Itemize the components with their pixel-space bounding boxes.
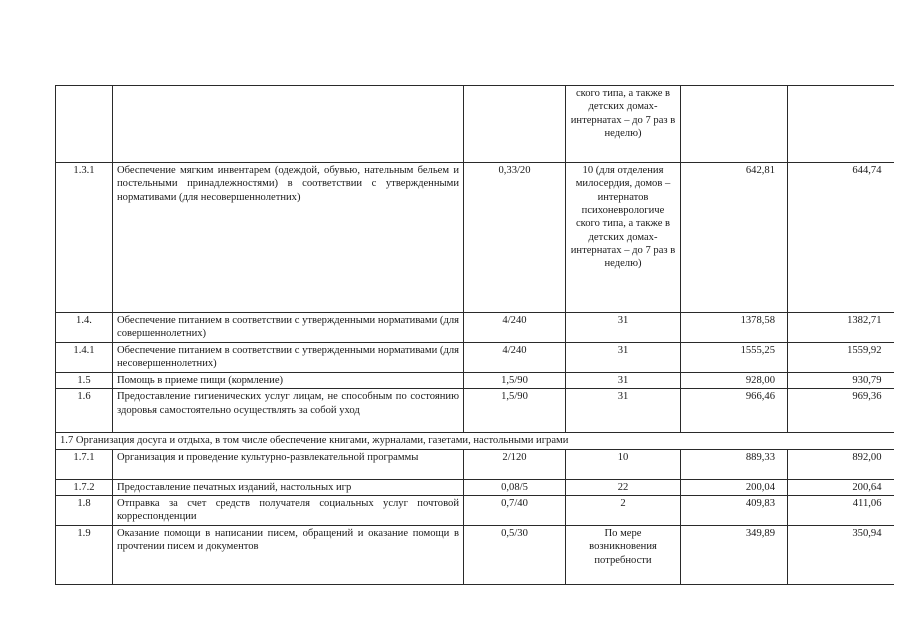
service-number: 1.4.1 [56, 343, 113, 373]
service-frequency: 10 (для отделения милосердия, домов – интернатов психоневрологиче ского типа, а также в детских домах-интернатах – до 7 раз в неделю) [566, 163, 681, 313]
service-number: 1.3.1 [56, 163, 113, 313]
service-time: 0,08/5 [464, 479, 566, 495]
service-price: 349,89 [681, 526, 788, 585]
service-price-indexed: 1559,92 [788, 343, 894, 373]
service-number [56, 86, 113, 163]
service-time: 0,5/30 [464, 526, 566, 585]
service-number: 1.6 [56, 389, 113, 433]
table-row [56, 389, 894, 433]
service-number: 1.7.1 [56, 449, 113, 479]
service-time: 1,5/90 [464, 373, 566, 389]
service-name: Предоставление гигиенических услуг лицам, не способным по состоянию здоровья самостоятельно осуществлять за собой уход [113, 389, 464, 433]
service-price: 409,83 [681, 496, 788, 526]
service-frequency: 31 [566, 389, 681, 433]
service-price: 966,46 [681, 389, 788, 433]
service-name [113, 86, 464, 163]
service-price-indexed: 644,74 [788, 163, 894, 313]
service-price: 928,00 [681, 373, 788, 389]
service-time [464, 86, 566, 163]
service-number: 1.5 [56, 373, 113, 389]
service-price: 1555,25 [681, 343, 788, 373]
table-row [56, 526, 894, 585]
service-price-indexed: 350,94 [788, 526, 894, 585]
service-frequency: ского типа, а также в детских домах-интернатах – до 7 раз в неделю) [566, 86, 681, 163]
service-name: Организация и проведение культурно-развлекательной программы [113, 449, 464, 479]
service-name: Обеспечение мягким инвентарем (одеждой, обувью, нательным бельем и постельными принадлежностями) в соответствии с утвержденными нормативами (для несовершеннолетних) [113, 163, 464, 313]
table-row [56, 343, 894, 373]
service-price: 889,33 [681, 449, 788, 479]
service-time: 1,5/90 [464, 389, 566, 433]
service-name: Помощь в приеме пищи (кормление) [113, 373, 464, 389]
table-row [56, 496, 894, 526]
service-price-indexed [788, 86, 894, 163]
service-number: 1.4. [56, 313, 113, 343]
service-frequency: 22 [566, 479, 681, 495]
service-time: 0,33/20 [464, 163, 566, 313]
service-frequency: По мере возникновения потребности [566, 526, 681, 585]
service-name: Предоставление печатных изданий, настольных игр [113, 479, 464, 495]
table-row [56, 479, 894, 495]
service-frequency: 31 [566, 373, 681, 389]
service-number: 1.8 [56, 496, 113, 526]
service-price-indexed: 930,79 [788, 373, 894, 389]
table-row [56, 163, 894, 313]
service-time: 2/120 [464, 449, 566, 479]
service-frequency: 2 [566, 496, 681, 526]
section-header: 1.7 Организация досуга и отдыха, в том числе обеспечение книгами, журналами, газетами, настольными играми [56, 433, 894, 449]
service-name: Обеспечение питанием в соответствии с утвержденными нормативами (для несовершеннолетних) [113, 343, 464, 373]
service-name: Обеспечение питанием в соответствии с утвержденными нормативами (для совершеннолетних) [113, 313, 464, 343]
section-header-row [56, 433, 894, 449]
service-name: Оказание помощи в написании писем, обращений и оказание помощи в прочтении писем и документов [113, 526, 464, 585]
service-time: 0,7/40 [464, 496, 566, 526]
service-price [681, 86, 788, 163]
table-row [56, 449, 894, 479]
service-price-indexed: 200,64 [788, 479, 894, 495]
service-price: 1378,58 [681, 313, 788, 343]
service-time: 4/240 [464, 313, 566, 343]
tariff-table [55, 85, 894, 585]
service-time: 4/240 [464, 343, 566, 373]
service-price-indexed: 411,06 [788, 496, 894, 526]
service-price-indexed: 1382,71 [788, 313, 894, 343]
service-number: 1.9 [56, 526, 113, 585]
service-price-indexed: 892,00 [788, 449, 894, 479]
service-price: 642,81 [681, 163, 788, 313]
service-number: 1.7.2 [56, 479, 113, 495]
service-frequency: 10 [566, 449, 681, 479]
service-price: 200,04 [681, 479, 788, 495]
table-row [56, 313, 894, 343]
table-row [56, 373, 894, 389]
service-name: Отправка за счет средств получателя социальных услуг почтовой корреспонденции [113, 496, 464, 526]
table-row [56, 86, 894, 163]
service-frequency: 31 [566, 313, 681, 343]
service-frequency: 31 [566, 343, 681, 373]
service-price-indexed: 969,36 [788, 389, 894, 433]
